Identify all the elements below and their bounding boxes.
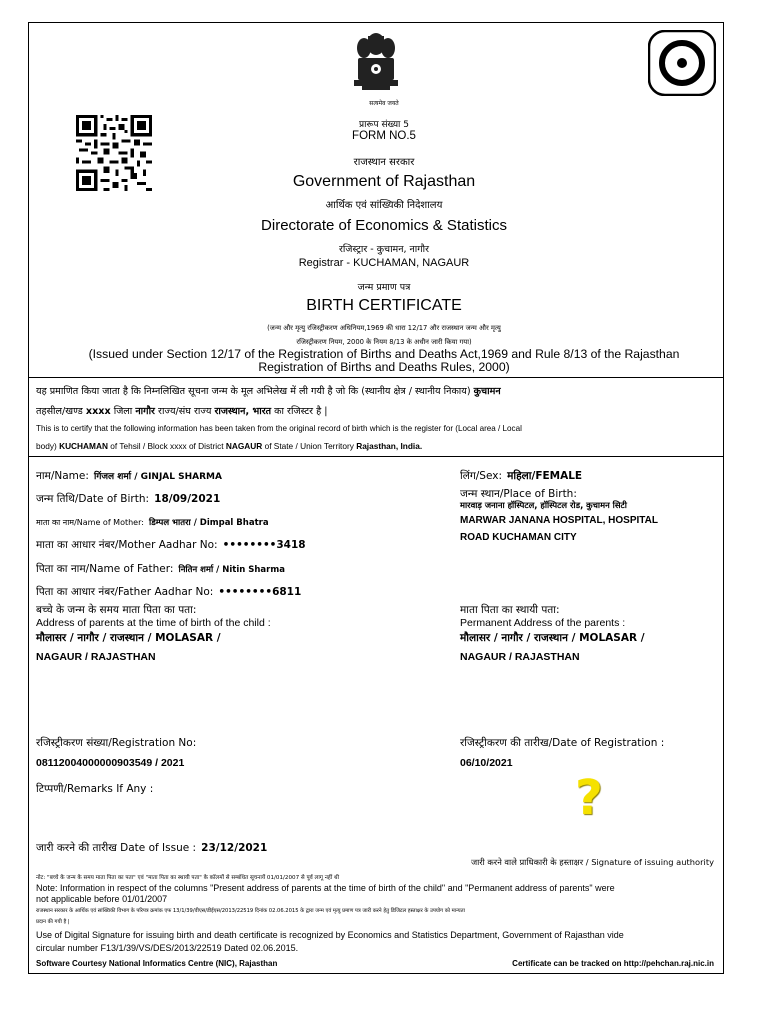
issue-date-value: 23/12/2021 [201,842,268,854]
mother-aadhar-label: माता का आधार नंबर/Mother Aadhar No: [36,539,218,551]
certify-hindi-district-label: जिला [113,406,133,417]
issued-under-english-1: (Issued under Section 12/17 of the Registration of Births and Deaths Act,1969 and Rule 8/13 of the Rajasthan [88,347,680,361]
name-row [36,464,222,483]
digital-signature-hindi-2: प्रदान की गयी है | [36,919,70,925]
certify-english-place: KUCHAMAN [59,441,108,451]
certify-english-state: Rajasthan, India. [356,441,423,451]
father-row [36,557,285,576]
certify-english-line-2 [36,441,422,451]
mother-row [36,510,269,529]
certify-english-line-1: This is to certify that the following information has been taken from the original record of birth which is the register for (Local area / Local [36,424,522,433]
note-hindi: नोट: "बच्चे के जन्म के समय माता पिता का पता" एवं "माता पिता का स्थायी पता" के कॉलमों से सम्बंधित सूचनायें 01/01/2007 से पूर्व लागू नहीं थी [36,875,340,881]
certify-english-tehsil: of Tehsil / Block xxxx of District [110,441,224,451]
father-aadhar-value: ••••••••6811 [218,586,302,598]
address-birth-value-1: मौलासर / नागौर / राजस्थान / MOLASAR / [36,632,221,644]
certify-hindi-text: यह प्रमाणित किया जाता है कि निम्नलिखित सूचना जन्म के मूल अभिलेख में ली गयी है जो कि (स्थानीय क्षेत्र / स्थानीय निकाय) [36,386,471,397]
pob-hindi: मारवाड़ जनाना हॉस्पिटल, हॉस्पिटल रोड, कुचामन सिटी [460,500,627,510]
state-hindi: राजस्थान सरकार [353,157,415,168]
certify-hindi-end: का रजिस्टर है | [274,406,328,417]
father-aadhar-row [36,580,301,599]
registration-date-label: रजिस्ट्रीकरण की तारीख/Date of Registration : [460,737,665,749]
emblem-motto: सत्यमेव जयते [369,100,399,107]
issue-date-label: जारी करने की तारीख Date of Issue : [36,842,197,854]
digital-signature-english-1: Use of Digital Signature for issuing birth and death certificate is recognized by Economics and Statistics Department, Government of Rajasthan vide [36,930,624,940]
note-english-1: Note: Information in respect of the columns "Present address of parents at the time of birth of the child" and "Permanent address of parents" were [36,883,615,893]
note-english-2: not applicable before 01/01/2007 [36,894,168,904]
sex-row [460,464,582,483]
certify-english-body-label: body) [36,441,57,451]
signature-authority: जारी करने वाले प्राधिकारी के हस्ताक्षर / Signature of issuing authority [470,857,714,867]
form-number: FORM NO.5 [352,130,416,142]
certify-hindi-state: राजस्थान, भारत [214,406,272,417]
father-aadhar-label: पिता का आधार नंबर/Father Aadhar No: [36,586,214,598]
divider-top [28,377,724,378]
issued-under-hindi-2: रजिस्ट्रीकरण नियम, 2000 के नियम 8/13 के अधीन जारी किया गया) [296,338,472,346]
footer-software-credit: Software Courtesy National Informatics Centre (NIC), Rajasthan [36,959,278,968]
issue-date-row [36,836,267,855]
issued-under-hindi-1: (जन्म और मृत्यु रजिस्ट्रीकरण अधिनियम,1969 की धारा 12/17 और राजस्थान जन्म और मृत्यु [267,324,501,332]
mother-aadhar-row [36,533,306,552]
certify-hindi-place: कुचामन [473,386,501,397]
father-label: पिता का नाम/Name of Father: [36,563,174,575]
divider-middle [28,456,724,457]
directorate-title: Directorate of Economics & Statistics [261,217,507,234]
pob-english-1: MARWAR JANANA HOSPITAL, HOSPITAL [460,515,658,526]
pob-label: जन्म स्थान/Place of Birth: [460,488,577,500]
issued-under-english-2: Registration of Births and Deaths Rules, 2000) [258,360,510,374]
certify-hindi-tehsil: xxxx [85,406,111,417]
registration-date-value: 06/10/2021 [460,757,513,769]
pob-english-2: ROAD KUCHAMAN CITY [460,532,577,543]
remarks-label: टिप्पणी/Remarks If Any : [36,783,154,795]
certify-hindi-line-2 [36,404,328,417]
digital-signature-hindi-1: राजस्थान सरकार के आर्थिक एवं सांख्यिकी विभाग के परिपत्र क्रमांक एफ 13/1/39/वीएस/डीईएस/2013/22519 दिनांक 02.06.2015 के द्वारा जन्म एवं मृत्यु प्रमाण पत्र जारी करने हेतु डिजिटल हस्ताक्षर के उपयोग को मान्यता [36,908,465,914]
footer-tracking-url: Certificate can be tracked on http://pehchan.raj.nic.in [512,959,714,968]
dob-label: जन्म तिथि/Date of Birth: [36,493,150,505]
dob-row [36,487,220,506]
father-value: नितिन शर्मा / Nitin Sharma [178,565,285,575]
certify-hindi-line-1 [36,384,501,397]
registrar: Registrar - KUCHAMAN, NAGAUR [298,257,470,269]
address-birth-label: Address of parents at the time of birth of the child : [36,617,271,629]
certify-english-district: NAGAUR [225,441,263,451]
form-number-hindi: प्रारूप संख्या 5 [359,120,409,130]
digital-signature-english-2: circular number F13/1/39/VS/DES/2013/22519 Dated 02.06.2015. [36,943,299,953]
address-permanent-label-hindi: माता पिता का स्थायी पता: [460,604,560,616]
government-title: Government of Rajasthan [292,173,476,190]
address-permanent-value-1: मौलासर / नागौर / राजस्थान / MOLASAR / [460,632,645,644]
certify-hindi-state-label: राज्य/संघ राज्य [158,406,212,417]
certificate-title: BIRTH CERTIFICATE [306,297,462,314]
signature-unverified-question-icon: ? [575,770,603,826]
mother-value: डिम्पल भातरा / Dimpal Bhatra [149,518,269,528]
address-permanent-label: Permanent Address of the parents : [460,617,626,629]
name-value: गिंजल शर्मा / GINJAL SHARMA [93,472,222,482]
address-birth-value-2: NAGAUR / RAJASTHAN [36,651,156,663]
certify-hindi-district: नागौर [135,406,155,417]
sex-label: लिंग/Sex: [460,470,502,482]
registrar-hindi: रजिस्ट्रार - कुचामन, नागौर [339,244,429,255]
pehchan-logo [648,30,716,96]
sex-value: महिला/FEMALE [507,470,583,482]
address-permanent-value-2: NAGAUR / RAJASTHAN [460,651,580,663]
certify-english-state-label: of State / Union Territory [264,441,354,451]
dob-value: 18/09/2021 [154,493,221,505]
address-birth-label-hindi: बच्चे के जन्म के समय माता पिता का पता: [36,604,197,616]
directorate-hindi: आर्थिक एवं सांख्यिकी निदेशालय [325,200,443,211]
certify-hindi-tehsil-label: तहसील/खण्ड [36,406,83,417]
mother-label: माता का नाम/Name of Mother: [36,518,144,527]
mother-aadhar-value: ••••••••3418 [222,539,306,551]
registration-no-label: रजिस्ट्रीकरण संख्या/Registration No: [36,737,197,749]
name-label: नाम/Name: [36,470,89,482]
state-emblem [346,28,406,108]
registration-no-value: 08112004000000903549 / 2021 [36,757,185,769]
certificate-title-hindi: जन्म प्रमाण पत्र [357,282,411,293]
